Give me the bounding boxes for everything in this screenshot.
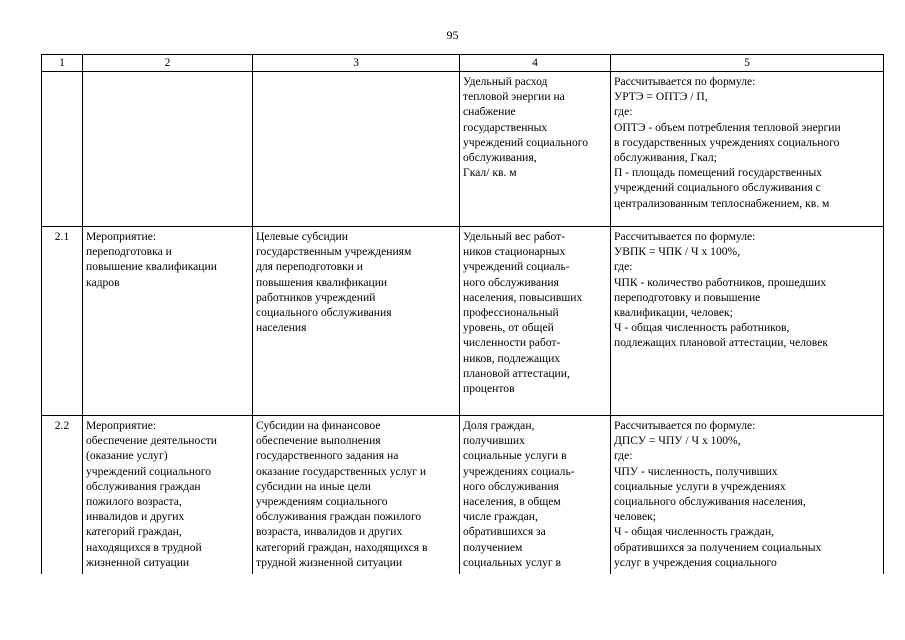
formula-cell: Рассчитывается по формуле: УВПК = ЧПК / Ч х 100%, где: ЧПК - количество работников, прошедших переподготовку и повышение квалификации, человек; Ч - общая численность работников, подлежащих плановой аттестации, человек bbox=[611, 227, 884, 416]
indicator-cell: Удельный вес работ- ников стационарных учреждений социаль- ного обслуживания населения, повысивших профессиональный уровень, от общей численности работ- ников, подлежащих плановой аттестации, процентов bbox=[460, 227, 611, 416]
page-number: 95 bbox=[446, 28, 459, 42]
table-row bbox=[42, 416, 884, 575]
column-header: 5 bbox=[611, 55, 884, 72]
column-header: 1 bbox=[42, 55, 83, 72]
formula-cell: Рассчитывается по формуле: ДПСУ = ЧПУ / Ч х 100%, где: ЧПУ - численность, получивших социальные услуги в учреждениях социального обслуживания населения, человек; Ч - общая численность граждан, обратившихся за получением социальных услуг в учреждения социального bbox=[611, 416, 884, 575]
event-cell: Мероприятие: переподготовка и повышение квалификации кадров bbox=[83, 227, 253, 416]
indicator-cell: Доля граждан, получивших социальные услуги в учреждениях социаль- ного обслуживания населения, в общем числе граждан, обратившихся за получением социальных услуг в bbox=[460, 416, 611, 575]
indicator-cell: Удельный расход тепловой энергии на снабжение государственных учреждений социального обслуживания, Гкал/ кв. м bbox=[460, 72, 611, 227]
row-number: 2.1 bbox=[42, 227, 83, 416]
table-row bbox=[42, 227, 884, 416]
funding-cell: Целевые субсидии государственным учреждениям для переподготовки и повышения квалификации работников учреждений социального обслуживания населения bbox=[253, 227, 460, 416]
column-header: 2 bbox=[83, 55, 253, 72]
table-header-row bbox=[42, 55, 884, 72]
column-header: 3 bbox=[253, 55, 460, 72]
funding-cell bbox=[253, 72, 460, 227]
row-number: 2.2 bbox=[42, 416, 83, 575]
table-row bbox=[42, 72, 884, 227]
formula-cell: Рассчитывается по формуле: УРТЭ = ОПТЭ / П, где: ОПТЭ - объем потребления тепловой энергии в государственных учреждениях социального обслуживания, Гкал; П - площадь помещений государственных учреждений социального обслуживания с централизованным теплоснабжением, кв. м bbox=[611, 72, 884, 227]
funding-cell: Субсидии на финансовое обеспечение выполнения государственного задания на оказание государственных услуг и субсидии на иные цели учреждениям социального обслуживания граждан пожилого возраста, инвалидов и других категорий граждан, находящихся в трудной жизненной ситуации bbox=[253, 416, 460, 575]
indicators-table bbox=[41, 54, 884, 574]
event-cell bbox=[83, 72, 253, 227]
event-cell: Мероприятие: обеспечение деятельности (оказание услуг) учреждений социального обслуживания граждан пожилого возраста, инвалидов и других категорий граждан, находящихся в трудной жизненной ситуации bbox=[83, 416, 253, 575]
column-header: 4 bbox=[460, 55, 611, 72]
row-number bbox=[42, 72, 83, 227]
